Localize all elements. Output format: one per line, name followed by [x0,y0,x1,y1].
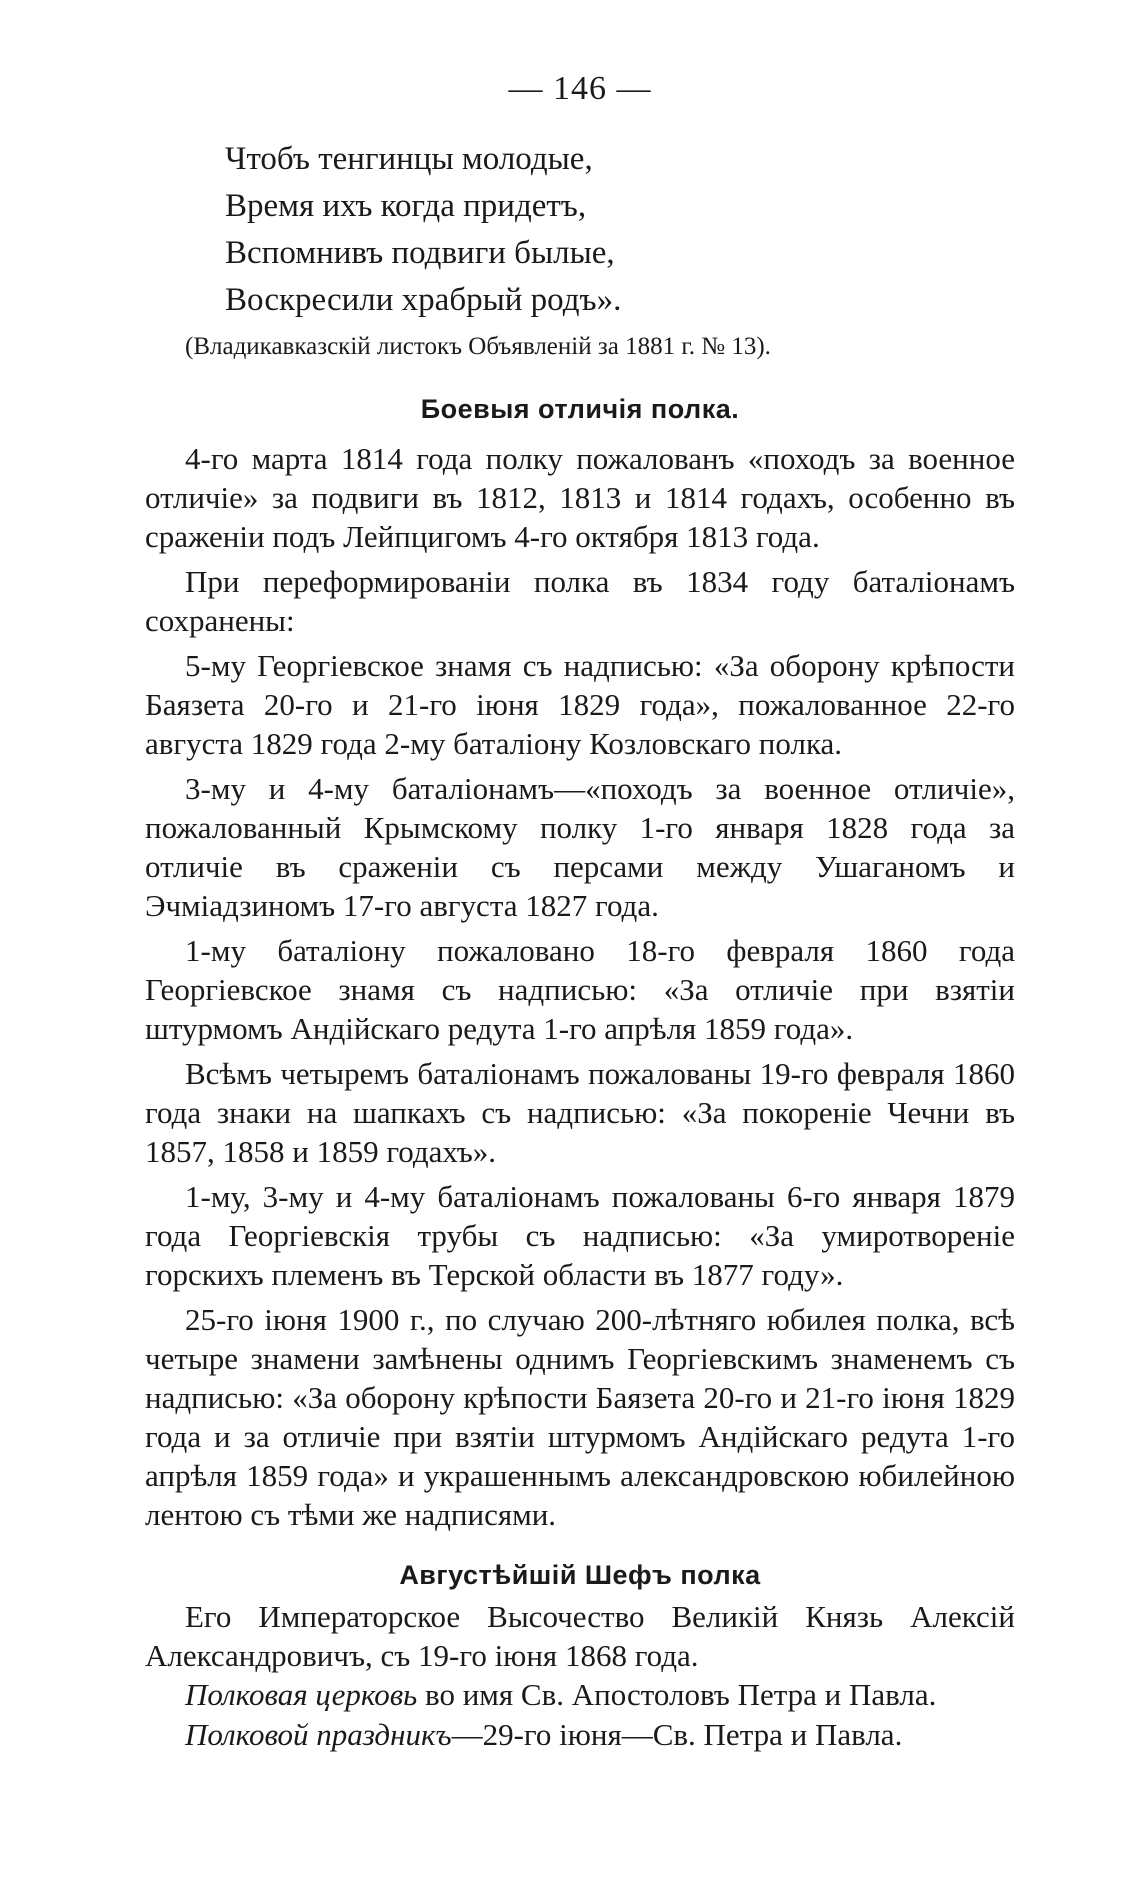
page-number: — 146 — [508,70,652,107]
paragraph: 25-го іюня 1900 г., по случаю 200-лѣтняго юбилея полка, всѣ четыре знамени замѣнены однимъ Георгіевскимъ знаменемъ съ надписью: «За оборону крѣпости Баязета 20-го и 21-го іюня 1829 года и за отличіе при взятіи штурмомъ Андійскаго редута 1-го апрѣля 1859 года» и украшеннымъ александровскою юбилейною лентою съ тѣми же надписями. [145,1302,1015,1532]
paragraph: Всѣмъ четыремъ баталіонамъ пожалованы 19-го февраля 1860 года знаки на шапкахъ съ надписью: «За покореніе Чечни въ 1857, 1858 и 1859 годахъ». [145,1056,1015,1169]
poem-line: Вспомнивъ подвиги былые, [225,235,615,271]
poem-excerpt [225,136,1015,324]
paragraph-chief: Его Императорское Высочество Великій Князь Алексій Александровичъ, съ 19-го іюня 1868 года. [145,1599,1015,1673]
regimental-church-label: Полковая церковь [185,1677,418,1712]
paragraph: 5-му Георгіевское знамя съ надписью: «За оборону крѣпости Баязета 20-го и 21-го іюня 1829 года», пожалованное 22-го августа 1829 года 2-му баталіону Козловскаго полка. [145,648,1015,761]
paragraph: 3-му и 4-му баталіонамъ—«походъ за военное отличіе», пожалованный Крымскому полку 1-го января 1828 года за отличіе въ сраженіи съ персами между Ушаганомъ и Эчміадзиномъ 17-го августа 1827 года. [145,771,1015,923]
poem-line: Чтобъ тенгинцы молодые, [225,141,593,177]
document-page [145,70,1015,1755]
poem-line: Время ихъ когда придетъ, [225,188,587,224]
poem-source-citation: (Владикавказскій листокъ Объявленій за 1881 г. № 13). [185,333,771,360]
regimental-holiday-line [145,1715,1015,1755]
poem-line: Воскресили храбрый родъ». [225,282,622,318]
regimental-church-line [145,1675,1015,1715]
paragraph: 1-му баталіону пожаловано 18-го февраля 1860 года Георгіевское знамя съ надписью: «За отличіе при взятіи штурмомъ Андійскаго редута 1-го апрѣля 1859 года». [145,933,1015,1046]
regimental-holiday-label: Полковой праздникъ [185,1717,452,1752]
paragraph: 1-му, 3-му и 4-му баталіонамъ пожалованы 6-го января 1879 года Георгіевскія трубы съ надписью: «За умиротвореніе горскихъ племенъ въ Терской области въ 1877 году». [145,1179,1015,1292]
paragraph: 4-го марта 1814 года полку пожалованъ «походъ за военное отличіе» за подвиги въ 1812, 1813 и 1814 годахъ, особенно въ сраженіи подъ Лейпцигомъ 4-го октября 1813 года. [145,441,1015,554]
regimental-church-text: во имя Св. Апостоловъ Петра и Павла. [417,1677,937,1712]
paragraph: При переформированіи полка въ 1834 году баталіонамъ сохранены: [145,564,1015,638]
section-heading-battle-honors: Боевыя отличія полка. [420,394,740,424]
regimental-holiday-text: —29-го іюня—Св. Петра и Павла. [451,1717,903,1752]
section-heading-chief: Августѣйшій Шефъ полка [399,1560,761,1590]
